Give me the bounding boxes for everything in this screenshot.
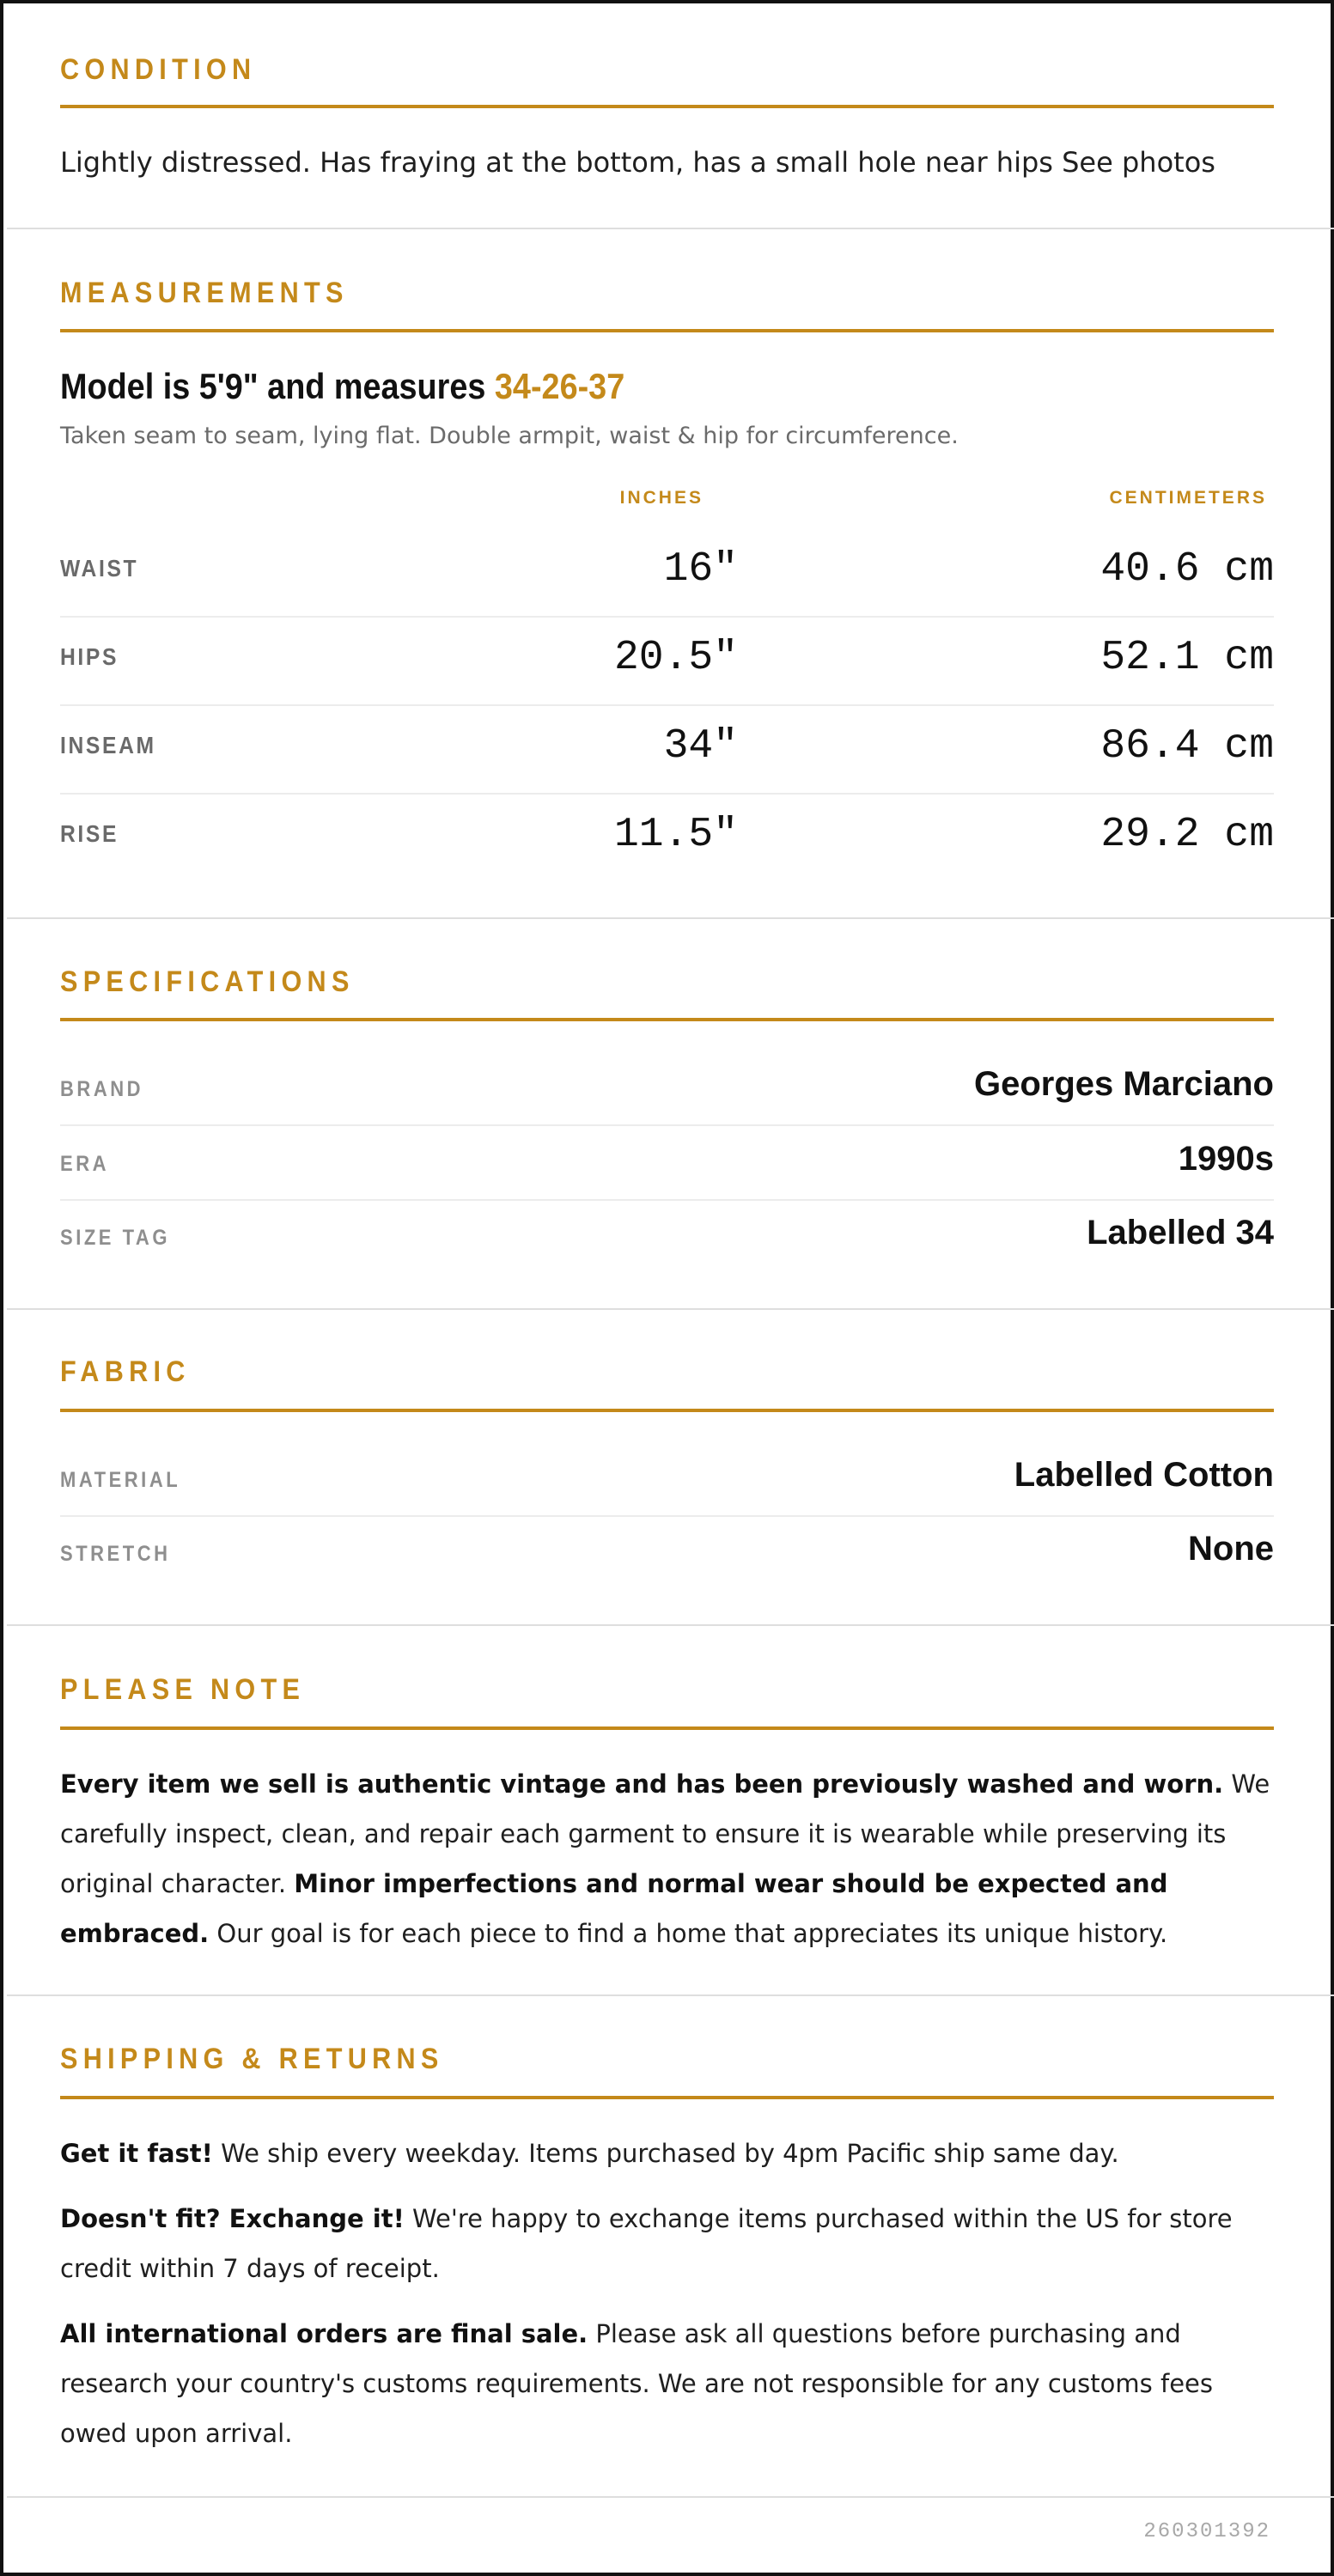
fabric-row-stretch (60, 1516, 1274, 1591)
model-measure-value: 34-26-37 (494, 366, 625, 406)
measurement-label: RISE (60, 820, 119, 847)
shipping-bold-2: Doesn't fit? Exchange it! (60, 2204, 405, 2233)
column-header-inches: INCHES (619, 488, 704, 508)
measurements-rule (60, 329, 1274, 332)
shipping-paragraph-1 (60, 2128, 1274, 2178)
measurement-label: INSEAM (60, 732, 156, 758)
spec-value: Labelled 34 (1087, 1214, 1274, 1251)
item-serial-number: 260301392 (1143, 2520, 1270, 2543)
shipping-bold-1: Get it fast! (60, 2139, 213, 2168)
shipping-paragraph-2 (60, 2194, 1274, 2293)
measurement-cm: 86.4 cm (1100, 723, 1274, 770)
fabric-rule (60, 1409, 1274, 1412)
spec-label: SIZE TAG (60, 1226, 170, 1250)
spec-label: BRAND (60, 1077, 144, 1101)
measurement-inches: 16" (663, 546, 738, 593)
measurement-inches: 11.5" (613, 812, 738, 858)
shipping-rule (60, 2096, 1274, 2099)
condition-text: Lightly distressed. Has fraying at the bottom, has a small hole near hips See photos (60, 146, 1215, 179)
section-divider (7, 917, 1334, 919)
spec-value: Georges Marciano (973, 1065, 1274, 1103)
measurements-heading: MEASUREMENTS (60, 277, 349, 309)
shipping-heading: SHIPPING & RETURNS (60, 2043, 444, 2075)
please-note-heading: PLEASE NOTE (60, 1673, 306, 1706)
section-divider (7, 1994, 1334, 1996)
column-header-centimeters: CENTIMETERS (1109, 488, 1267, 508)
specifications-rule (60, 1018, 1274, 1021)
spec-row-brand (60, 1051, 1274, 1126)
condition-heading: CONDITION (60, 53, 257, 86)
please-note-text (60, 1759, 1274, 1958)
note-text-1: We carefully inspect, clean, and repair each garment to ensure it is wearable while preserving its original character. (60, 1769, 1270, 1898)
model-prefix: Model is 5'9" and measures (60, 366, 495, 406)
section-divider (7, 2496, 1334, 2498)
fabric-row-material (60, 1442, 1274, 1517)
section-divider (7, 228, 1334, 229)
spec-value: 1990s (1178, 1140, 1274, 1178)
section-divider (7, 1308, 1334, 1310)
fabric-value: None (1188, 1530, 1274, 1568)
shipping-text-3: Please ask all questions before purchasing and research your country's customs requirements. We are not responsible for any customs fees owed upon arrival. (60, 2319, 1213, 2448)
measurement-row-inseam (60, 706, 1274, 795)
measurement-row-rise (60, 795, 1274, 883)
measurement-row-hips (60, 618, 1274, 706)
measurement-cm: 40.6 cm (1100, 546, 1274, 593)
note-bold-1: Every item we sell is authentic vintage and has been previously washed and worn. (60, 1769, 1224, 1799)
measurement-label: WAIST (60, 555, 139, 582)
condition-rule (60, 105, 1274, 108)
spec-label: ERA (60, 1152, 110, 1176)
shipping-bold-3: All international orders are final sale. (60, 2319, 588, 2348)
note-bold-2: Minor imperfections and normal wear should be expected and embraced. (60, 1869, 1168, 1948)
measurement-inches: 20.5" (613, 635, 738, 681)
shipping-paragraph-3 (60, 2309, 1274, 2458)
model-measurements (60, 366, 624, 407)
fabric-value: Labelled Cotton (1014, 1456, 1274, 1494)
fabric-heading: FABRIC (60, 1355, 191, 1388)
note-text-2: Our goal is for each piece to find a home that appreciates its unique history. (209, 1919, 1168, 1948)
spec-row-size-tag (60, 1200, 1274, 1275)
section-divider (7, 1624, 1334, 1626)
measurement-inches: 34" (663, 723, 738, 770)
measurement-cm: 52.1 cm (1100, 635, 1274, 681)
measurement-label: HIPS (60, 643, 119, 670)
shipping-text-2: We're happy to exchange items purchased within the US for store credit within 7 days of receipt. (60, 2204, 1233, 2283)
measurement-row-waist (60, 529, 1274, 618)
measurement-note: Taken seam to seam, lying flat. Double armpit, waist & hip for circumference. (60, 423, 959, 449)
specifications-heading: SPECIFICATIONS (60, 965, 355, 998)
fabric-label: MATERIAL (60, 1468, 181, 1492)
shipping-text-1: We ship every weekday. Items purchased by 4pm Pacific ship same day. (212, 2139, 1119, 2168)
spec-row-era (60, 1126, 1274, 1201)
fabric-label: STRETCH (60, 1542, 171, 1566)
measurement-cm: 29.2 cm (1100, 812, 1274, 858)
please-note-rule (60, 1726, 1274, 1730)
